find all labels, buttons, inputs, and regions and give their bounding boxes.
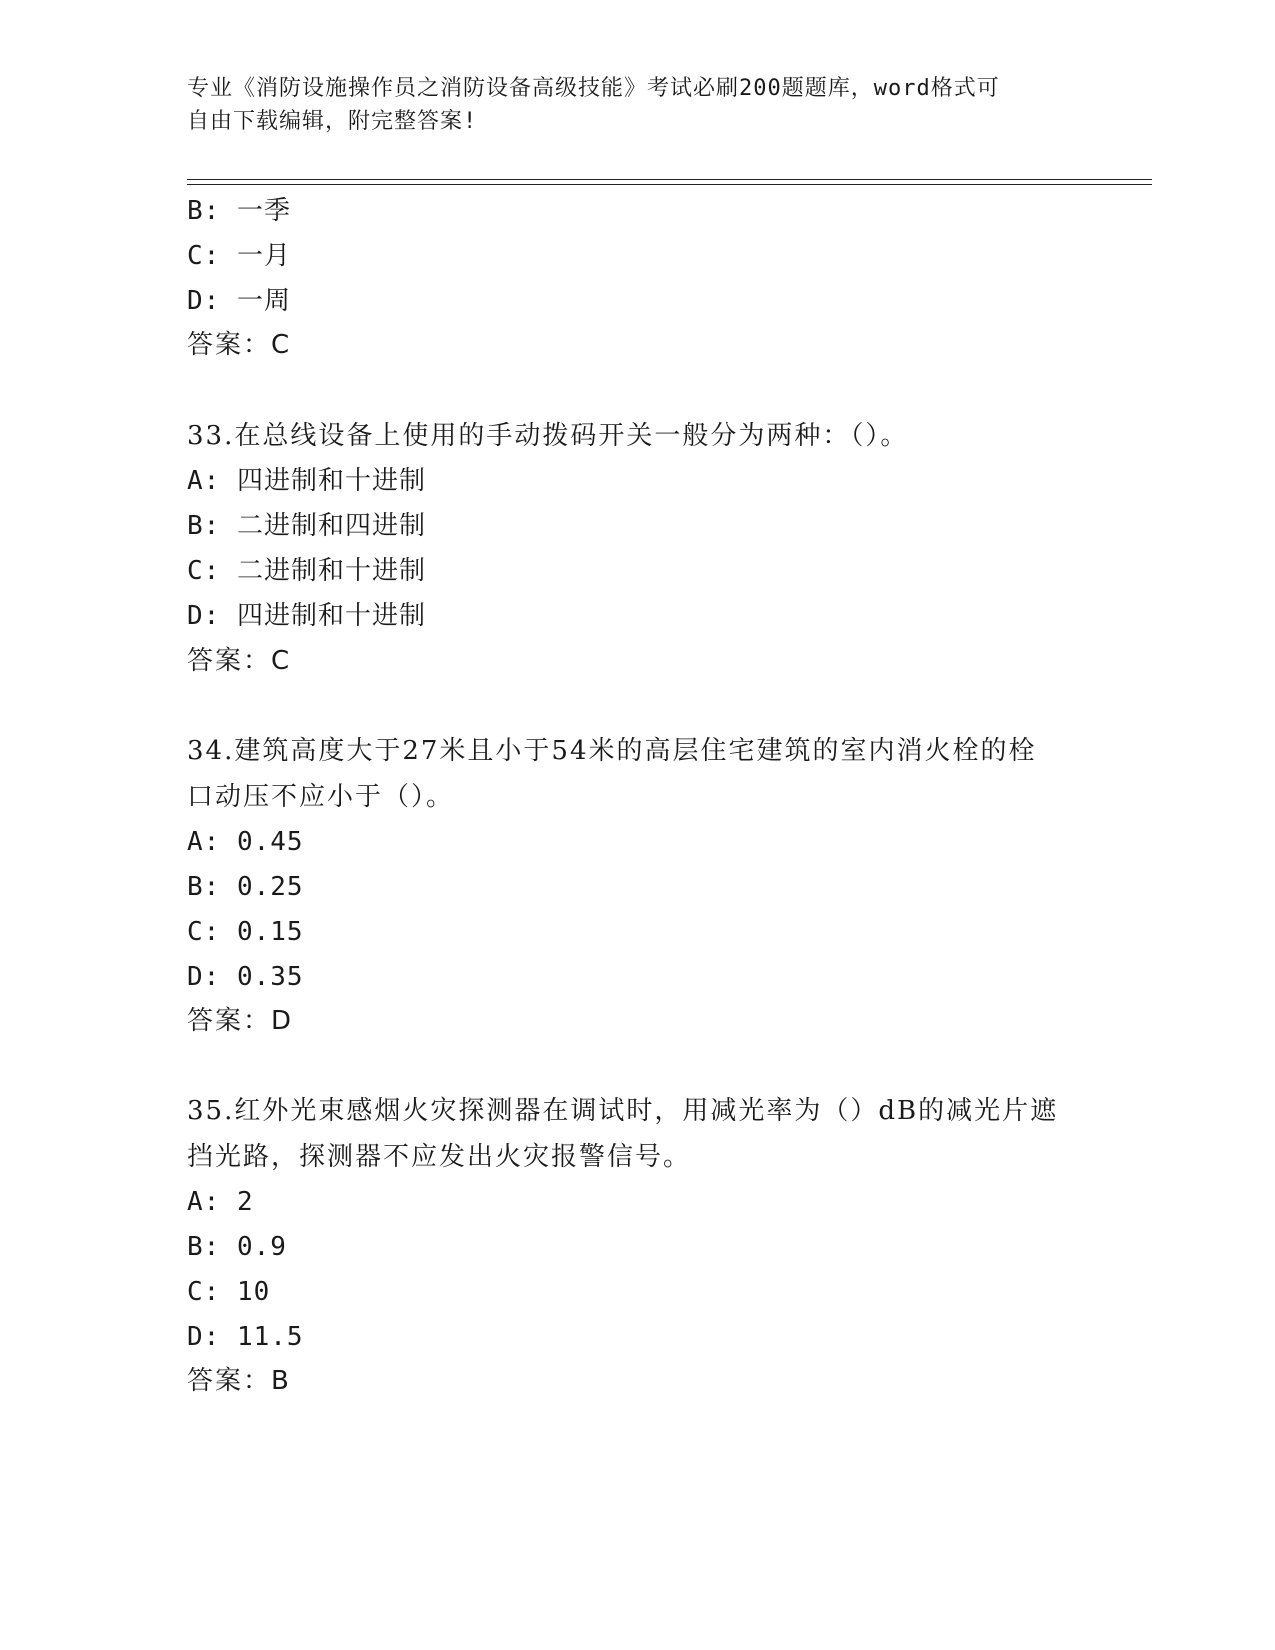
answer-label: 答案： xyxy=(187,646,272,676)
q35-option-d: D: 11.5 xyxy=(187,1322,304,1352)
q33-option-a: A: 四进制和十进制 xyxy=(187,466,426,496)
q34-answer xyxy=(187,1006,292,1036)
q34-stem-line-1: 34.建筑高度大于27米且小于54米的高层住宅建筑的室内消火栓的栓 xyxy=(187,736,1037,766)
q32-option-b: B: 一季 xyxy=(187,196,291,226)
document-header xyxy=(187,72,1067,138)
answer-value: C xyxy=(271,330,291,360)
q34-option-d: D: 0.35 xyxy=(187,962,304,992)
q33-option-d: D: 四进制和十进制 xyxy=(187,601,426,631)
q32-option-c: C: 一月 xyxy=(187,241,291,271)
header-divider-bottom xyxy=(187,184,1152,185)
q34-stem-line-2: 口动压不应小于（）。 xyxy=(187,782,455,812)
q34-option-c: C: 0.15 xyxy=(187,917,304,947)
q35-stem-line-2: 挡光路，探测器不应发出火灾报警信号。 xyxy=(187,1142,692,1172)
header-divider-top xyxy=(187,179,1152,180)
answer-label: 答案： xyxy=(187,1366,272,1396)
answer-label: 答案： xyxy=(187,330,272,360)
answer-label: 答案： xyxy=(187,1006,272,1036)
q34-option-b: B: 0.25 xyxy=(187,872,304,902)
q33-stem: 33.在总线设备上使用的手动拨码开关一般分为两种：（）。 xyxy=(187,421,909,451)
q32-answer xyxy=(187,330,290,360)
header-line-2: 自由下载编辑，附完整答案! xyxy=(187,109,478,134)
header-line-1: 专业《消防设施操作员之消防设备高级技能》考试必刷200题题库，word格式可 xyxy=(187,76,1000,101)
answer-value: D xyxy=(271,1006,293,1036)
q33-option-b: B: 二进制和四进制 xyxy=(187,511,426,541)
q33-option-c: C: 二进制和十进制 xyxy=(187,556,426,586)
answer-value: C xyxy=(271,646,291,676)
q35-option-c: C: 10 xyxy=(187,1277,271,1307)
q34-option-a: A: 0.45 xyxy=(187,827,304,857)
q33-answer xyxy=(187,646,290,676)
q35-stem-line-1: 35.红外光束感烟火灾探测器在调试时，用减光率为（）dB的减光片遮 xyxy=(187,1096,1059,1126)
answer-value: B xyxy=(271,1366,290,1396)
q35-option-b: B: 0.9 xyxy=(187,1232,287,1262)
q35-option-a: A: 2 xyxy=(187,1187,254,1217)
q32-option-d: D: 一周 xyxy=(187,286,291,316)
q35-answer xyxy=(187,1366,290,1396)
